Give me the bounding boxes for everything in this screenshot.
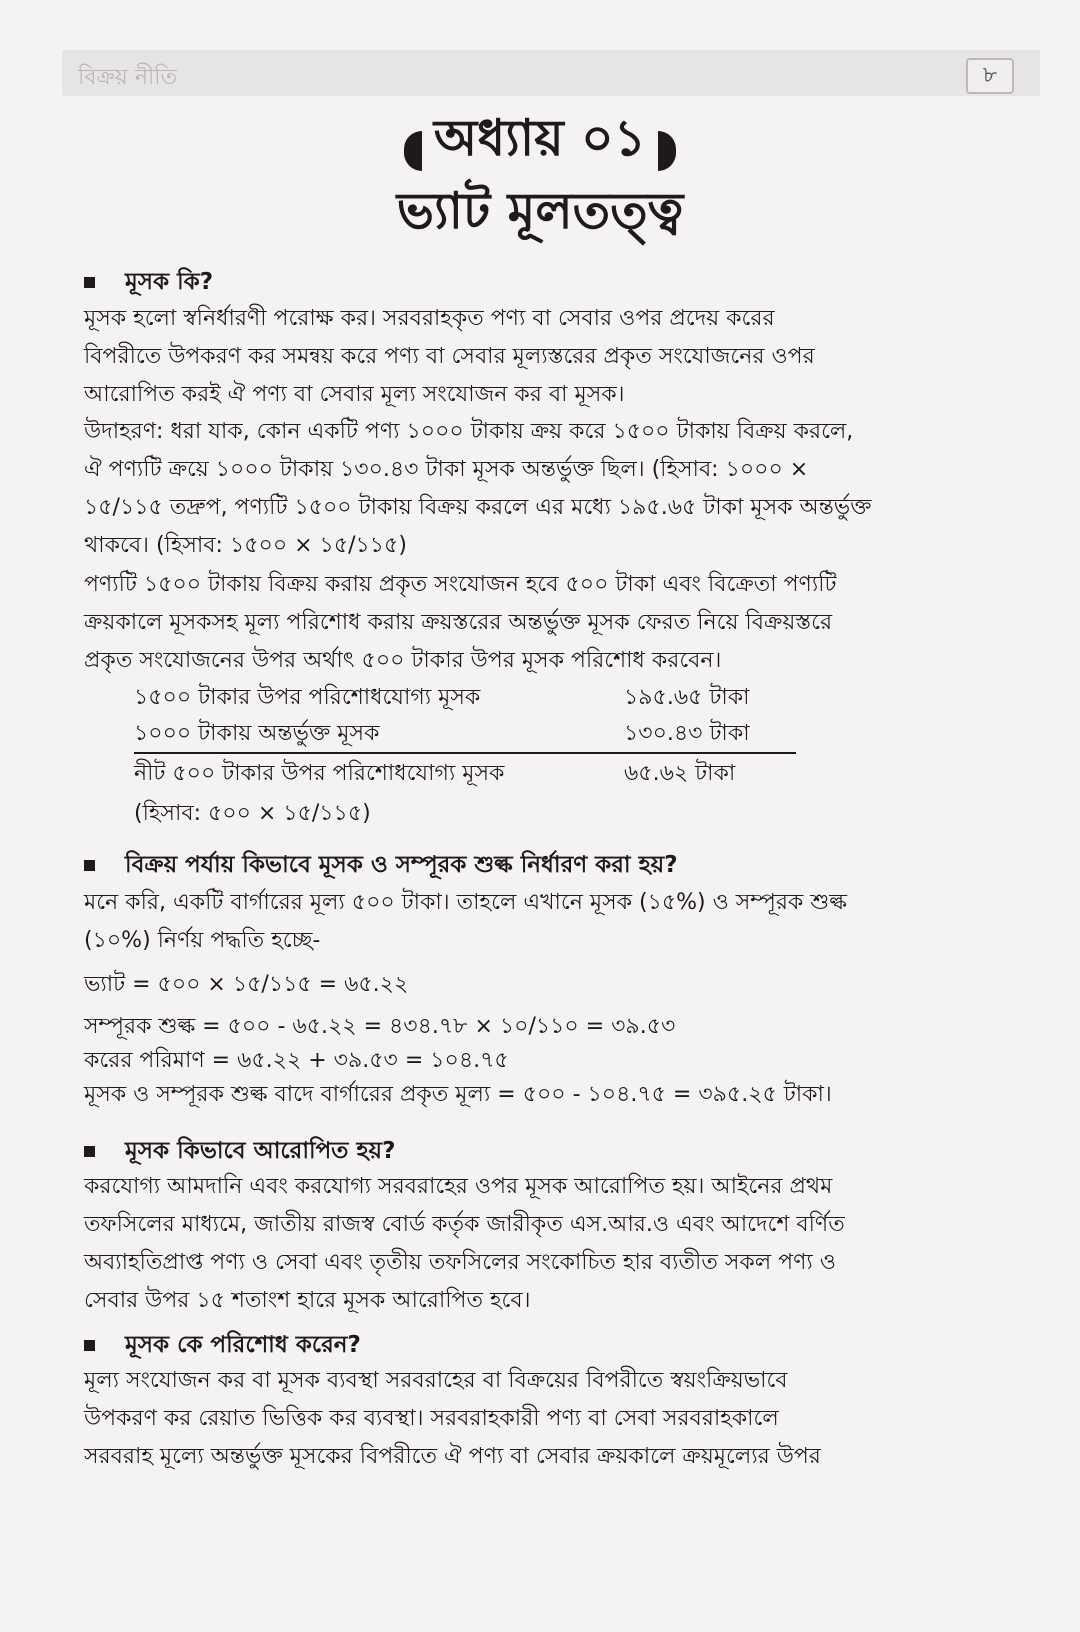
paragraph-burger-example — [84, 884, 1000, 960]
ledger-note-text: (হিসাব: ৫০০ × ১৫/১১৫) — [134, 801, 371, 826]
paragraph-example — [84, 413, 1000, 565]
bracket-right-icon — [658, 131, 676, 171]
section-heading — [84, 1326, 1000, 1364]
text-line: ক্রয়কালে মূসকসহ মূল্য পরিশোধ করায় ক্রয়স্তরের অন্তর্ভুক্ত মূসক ফেরত নিয়ে বিক্রয়স্তরে — [84, 610, 833, 635]
text-line: আরোপিত করই ঐ পণ্য বা সেবার মূল্য সংযোজন কর বা মূসক। — [84, 382, 625, 407]
text-line: করের পরিমাণ = ৬৫.২২ + ৩৯.৫৩ = ১০৪.৭৫ — [84, 1048, 509, 1073]
text-line: করযোগ্য আমদানি এবং করযোগ্য সরবরাহের ওপর মূসক আরোপিত হয়। আইনের প্রথম — [84, 1174, 833, 1199]
ledger-label: ১০০০ টাকায় অন্তর্ভুক্ত মূসক — [134, 721, 380, 746]
square-bullet-icon — [84, 1340, 95, 1351]
text-line: মূসক হলো স্বনির্ধারণী পরোক্ষ কর। সরবরাহকৃত পণ্য বা সেবার ওপর প্রদেয় করের — [84, 306, 775, 331]
text-line: ১৫/১১৫ তদ্রুপ, পণ্যটি ১৫০০ টাকায় বিক্রয় করলে এর মধ্যে ১৯৫.৬৫ টাকা মূসক অন্তর্ভুক্ত — [84, 495, 872, 520]
running-header: বিক্রয় নীতি — [78, 65, 178, 90]
text-line: ঐ পণ্যটি ক্রয়ে ১০০০ টাকায় ১৩০.৪৩ টাকা মূসক অন্তর্ভুক্ত ছিল। (হিসাব: ১০০০ × — [84, 457, 809, 482]
paragraph-who-pays — [84, 1362, 1000, 1476]
ledger-amount: ১৩০.৪৩ টাকা — [624, 721, 750, 746]
chapter-title: অধ্যায় ০১ — [433, 109, 647, 167]
text-line: সম্পূরক শুল্ক = ৫০০ - ৬৫.২২ = ৪৩৪.৭৮ × ১০/১১০ = ৩৯.৫৩ — [84, 1014, 676, 1039]
text-line: মূসক ও সম্পূরক শুল্ক বাদে বার্গারের প্রকৃত মূল্য = ৫০০ - ১০৪.৭৫ = ৩৯৫.২৫ টাকা। — [84, 1082, 832, 1107]
section-heading-text: মূসক কি? — [125, 269, 214, 295]
ledger-row — [134, 680, 796, 716]
text-line: মনে করি, একটি বার্গারের মূল্য ৫০০ টাকা। তাহলে এখানে মূসক (১৫%) ও সম্পূরক শুল্ক — [84, 890, 847, 915]
bracket-left-icon — [404, 131, 422, 171]
square-bullet-icon — [84, 1146, 95, 1157]
text-line: উপকরণ কর রেয়াত ভিত্তিক কর ব্যবস্থা। সরবরাহকারী পণ্য বা সেবা সরবরাহকালে — [84, 1406, 779, 1431]
text-line: বিপরীতে উপকরণ কর সমন্বয় করে পণ্য বা সেবার মূল্যস্তরের প্রকৃত সংযোজনের ওপর — [84, 344, 815, 369]
square-bullet-icon — [84, 860, 95, 871]
section-heading — [84, 263, 1000, 301]
text-line: (১০%) নির্ণয় পদ্ধতি হচ্ছে- — [84, 928, 321, 953]
square-bullet-icon — [84, 277, 95, 288]
paragraph-value-added — [84, 566, 1000, 680]
text-line: থাকবে। (হিসাব: ১৫০০ × ১৫/১১৫) — [84, 533, 407, 558]
ledger-amount: ৬৫.৬২ টাকা — [624, 761, 736, 786]
text-line: প্রকৃত সংযোজনের উপর অর্থাৎ ৫০০ টাকার উপর মূসক পরিশোধ করবেন। — [84, 648, 722, 673]
ledger-label: ১৫০০ টাকার উপর পরিশোধযোগ্য মূসক — [134, 685, 481, 710]
text-line: উদাহরণ: ধরা যাক, কোন একটি পণ্য ১০০০ টাকায় ক্রয় করে ১৫০০ টাকায় বিক্রয় করলে, — [84, 419, 854, 444]
paragraph-definition — [84, 300, 1000, 414]
formula-block — [84, 1010, 1000, 1112]
ledger-label: নীট ৫০০ টাকার উপর পরিশোধযোগ্য মূসক — [134, 761, 505, 786]
text-line: ভ্যাট = ৫০০ × ১৫/১১৫ = ৬৫.২২ — [84, 972, 409, 997]
text-line: মূল্য সংযোজন কর বা মূসক ব্যবস্থা সরবরাহের বা বিক্রয়ের বিপরীতে স্বয়ংক্রিয়ভাবে — [84, 1368, 788, 1393]
text-line: পণ্যটি ১৫০০ টাকায় বিক্রয় করায় প্রকৃত সংযোজন হবে ৫০০ টাকা এবং বিক্রেতা পণ্যটি — [84, 572, 837, 597]
paragraph-imposition — [84, 1168, 1000, 1320]
page-number: ৮ — [966, 58, 1014, 94]
section-heading-text: বিক্রয় পর্যায় কিভাবে মূসক ও সম্পূরক শুল্ক নির্ধারণ করা হয়? — [125, 852, 678, 878]
text-line: অব্যাহতিপ্রাপ্ত পণ্য ও সেবা এবং তৃতীয় তফসিলের সংকোচিত হার ব্যতীত সকল পণ্য ও — [84, 1250, 836, 1275]
chapter-heading — [0, 106, 1080, 171]
ledger-row-total — [134, 756, 796, 792]
section-heading — [84, 1132, 1000, 1170]
chapter-subtitle: ভ্যাট মূলতত্ত্ব — [396, 182, 684, 240]
text-line: তফসিলের মাধ্যমে, জাতীয় রাজস্ব বোর্ড কর্তৃক জারীকৃত এস.আর.ও এবং আদেশে বর্ণিত — [84, 1212, 845, 1237]
ledger-row — [134, 716, 796, 754]
text-line: সেবার উপর ১৫ শতাংশ হারে মূসক আরোপিত হবে। — [84, 1288, 531, 1313]
ledger-amount: ১৯৫.৬৫ টাকা — [624, 685, 750, 710]
text-line: সরবরাহ মূল্যে অন্তর্ভুক্ত মূসকের বিপরীতে ঐ পণ্য বা সেবার ক্রয়কালে ক্রয়মূল্যের উপর — [84, 1444, 821, 1469]
page-header — [62, 50, 1040, 96]
section-heading — [84, 846, 1000, 884]
ledger-note — [134, 796, 796, 832]
formula-line — [84, 966, 1000, 1004]
section-heading-text: মূসক কিভাবে আরোপিত হয়? — [125, 1138, 396, 1164]
section-heading-text: মূসক কে পরিশোধ করেন? — [125, 1332, 361, 1358]
